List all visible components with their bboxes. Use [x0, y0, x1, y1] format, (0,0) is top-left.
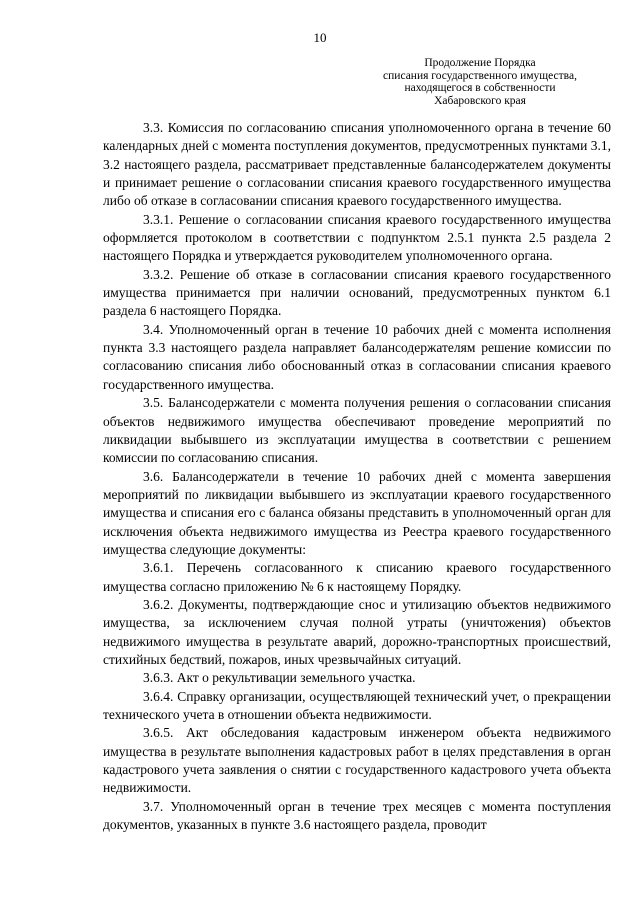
paragraph-3-5: 3.5. Балансодержатели с момента получения решения о согласовании списания объектов недвижимого имущества обеспечивают проведение мероприятий по ликвидации выбывшего из эксплуатации имущества в соответствии с решением комиссии по согласованию списания. — [103, 395, 611, 466]
paragraph-3-3-1: 3.3.1. Решение о согласовании списания краевого государственного имущества оформляется протоколом в соответствии с подпунктом 2.5.1 пункта 2.5 раздела 2 настоящего Порядка и утверждается руководителем уполномоченного органа. — [103, 211, 611, 264]
paragraph-3-6-2: 3.6.2. Документы, подтверждающие снос и утилизацию объектов недвижимого имущества, за исключением случая полной утраты (уничтожения) объектов недвижимого имущества в результате аварий, дорожно-транспортных происшествий, стихийных бедствий, пожаров, иных чрезвычайных ситуаций. — [103, 596, 611, 667]
paragraph-3-6-5: 3.6.5. Акт обследования кадастровым инженером объекта недвижимого имущества в результате выполнения кадастровых работ в целях представления в орган кадастрового учета заявления о снятии с государственного кадастрового учета объекта недвижимости. — [103, 725, 611, 796]
header-line-3: находящегося в собственности — [404, 82, 556, 94]
header-line-1: Продолжение Порядка — [424, 57, 536, 69]
paragraph-3-6: 3.6. Балансодержатели в течение 10 рабочих дней с момента завершения мероприятий по ликвидации выбывшего из эксплуатации краевого государственного имущества и списания его с баланса обязаны представить в уполномоченный орган для исключения объекта недвижимого имущества из Реестра краевого государственного имущества следующие документы: — [103, 468, 611, 557]
paragraph-3-6-1: 3.6.1. Перечень согласованного к списанию краевого государственного имущества согласно приложению № 6 к настоящему Порядку. — [103, 560, 611, 594]
header-line-4: Хабаровского края — [434, 94, 526, 107]
paragraph-3-6-4: 3.6.4. Справку организации, осуществляющей технический учет, о прекращении технического учета в отношении объекта недвижимости. — [103, 688, 611, 722]
paragraph-3-4: 3.4. Уполномоченный орган в течение 10 рабочих дней с момента исполнения пункта 3.3 настоящего раздела направляет балансодержателям решение комиссии по согласованию списания либо обоснованный отказ в согласовании списания краевого государственного имущества. — [103, 321, 611, 392]
paragraph-3-6-3: 3.6.3. Акт о рекультивации земельного участка. — [143, 670, 416, 686]
paragraph-3-3-2: 3.3.2. Решение об отказе в согласовании списания краевого государственного имущества принимается при наличии оснований, предусмотренных пунктом 6.1 раздела 6 настоящего Порядка. — [103, 266, 611, 319]
paragraph-3-3: 3.3. Комиссия по согласованию списания уполномоченного органа в течение 60 календарных дней с момента поступления документов, предусмотренных пунктами 3.1, 3.2 настоящего раздела, рассматривает представленные балансодержателем документы и принимает решение о согласовании списания краевого государственного имущества либо об отказе в согласовании списания краевого государственного имущества. — [103, 120, 611, 209]
header-line-2: списания государственного имущества, — [383, 69, 577, 82]
document-body — [103, 119, 611, 834]
page-number: 10 — [313, 30, 327, 45]
document-header — [360, 57, 600, 107]
paragraph-3-7: 3.7. Уполномоченный орган в течение трех месяцев с момента поступления документов, указанных в пункте 3.6 настоящего раздела, проводит — [103, 798, 611, 833]
